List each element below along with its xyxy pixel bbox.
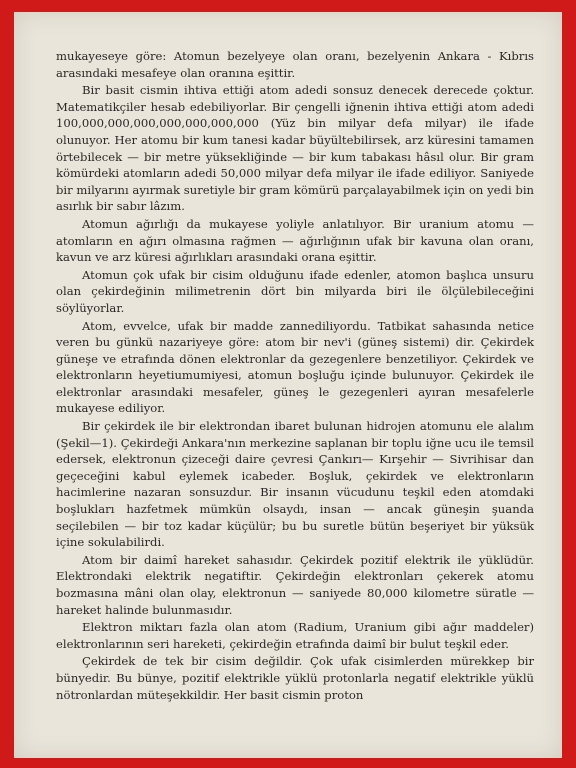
paragraph: Elektron miktarı fazla olan atom (Radium, Uranium gibi ağır maddeler) elektronlarının seri hareketi, çekirdeğin etrafında daimî bir bulut teşkil eder. [56,620,534,651]
paragraph: Atomun ağırlığı da mukayese yoliyle anlatılıyor. Bir uranium atomu — atomların en ağırı olmasına rağmen — ağırlığının ufak bir kavuna olan oranı, kavun ve arz küresi ağırlıkları arasındaki orana eşittir. [56,216,534,265]
paragraph: Bir çekirdek ile bir elektrondan ibaret bulunan hidrojen atomunu ele alalım (Şekil—1). Çekirdeği Ankara'nın merkezine saplanan bir toplu iğne ucu ile temsil edersek, elektronun çizeceği daire çevresi Çankırı— Kırşehir — Sivrihisar dan geçeceğini kabul eylemek icabeder. Boşluk, çekirdek ve elektronların hacimlerine nazaran sonsuzdur. Bir insanın vücudunu teşkil eden atomdaki boşlukları hazfetmek mümkün olsaydı, insan — ancak güneşin şuanda seçilebilen — bir toz kadar küçülür; bu bu suretle bütün beşeriyet bir yüksük içine sokulabilirdi. [56,419,534,550]
paragraph: Atomun çok ufak bir cisim olduğunu ifade edenler, atomon başlıca unsuru olan çekirdeğinin milimetrenin dört bin milyarda biri ile ölçülebileceğini söylüyorlar. [56,267,534,315]
paragraph: Atom, evvelce, ufak bir madde zannediliyordu. Tatbikat sahasında netice veren bu günkü nazariyeye göre: atom bir nev'i (güneş sistemi) dir. Çekirdek güneşe ve etrafında dönen elektronlar da gezegenlere benzetiliyor. Çekirdek ve elektronların heyetiumumiyesi, atomun boşluğu içinde bulunuyor. Çekirdek ile elektronlar arasındaki mesafeler, güneş le gezegenleri ayıran mesafelerle mukayese ediliyor. [56,318,534,416]
paragraph: Bir basit cismin ihtiva ettiği atom adedi sonsuz denecek derecede çoktur. Matematikçiler hesab edebiliyorlar. Bir çengelli iğnenin ihtiva ettiği atom adedi 100,000,000,000,000,000,000,000 (Yüz bin milyar defa milyar) ile ifade olunuyor. Her atomu bir kum tanesi kadar büyültebilirsek, arz küresini tamamen örtebilecek — bir metre yüksekliğinde — bir kum tabakası hâsıl olur. Bir gram kömürdeki atomların adedi 50,000 milyar defa milyar ile ifade ediliyor. Saniyede bir milyarını ayırmak suretiyle bir gram kömürü parçalayabilmek için on yedi bin asırlık bir sabır lâzım. [56,83,534,214]
paragraph: mukayeseye göre: Atomun bezelyeye olan oranı, bezelyenin Ankara - Kıbrıs arasındaki mesafeye olan oranına eşittir. [56,49,534,80]
paragraph: Çekirdek de tek bir cisim değildir. Çok ufak cisimlerden mürekkep bir bünyedir. Bu bünye, pozitif elektrikle yüklü protonlarla negatif elektrikle yüklü nötronlardan müteşekkildir. Her basit cismin proton [56,654,534,702]
paragraph: Atom bir daimî hareket sahasıdır. Çekirdek pozitif elektrik ile yüklüdür. Elektrondaki elektrik negatiftir. Çekirdeğin elektronları çekerek atomu bozmasına mâni olan olay, elektronun — saniyede 80,000 kilometre süratle — hareket halinde bulunmasıdır. [56,552,534,617]
book-page [14,12,562,758]
page-text [56,48,534,704]
